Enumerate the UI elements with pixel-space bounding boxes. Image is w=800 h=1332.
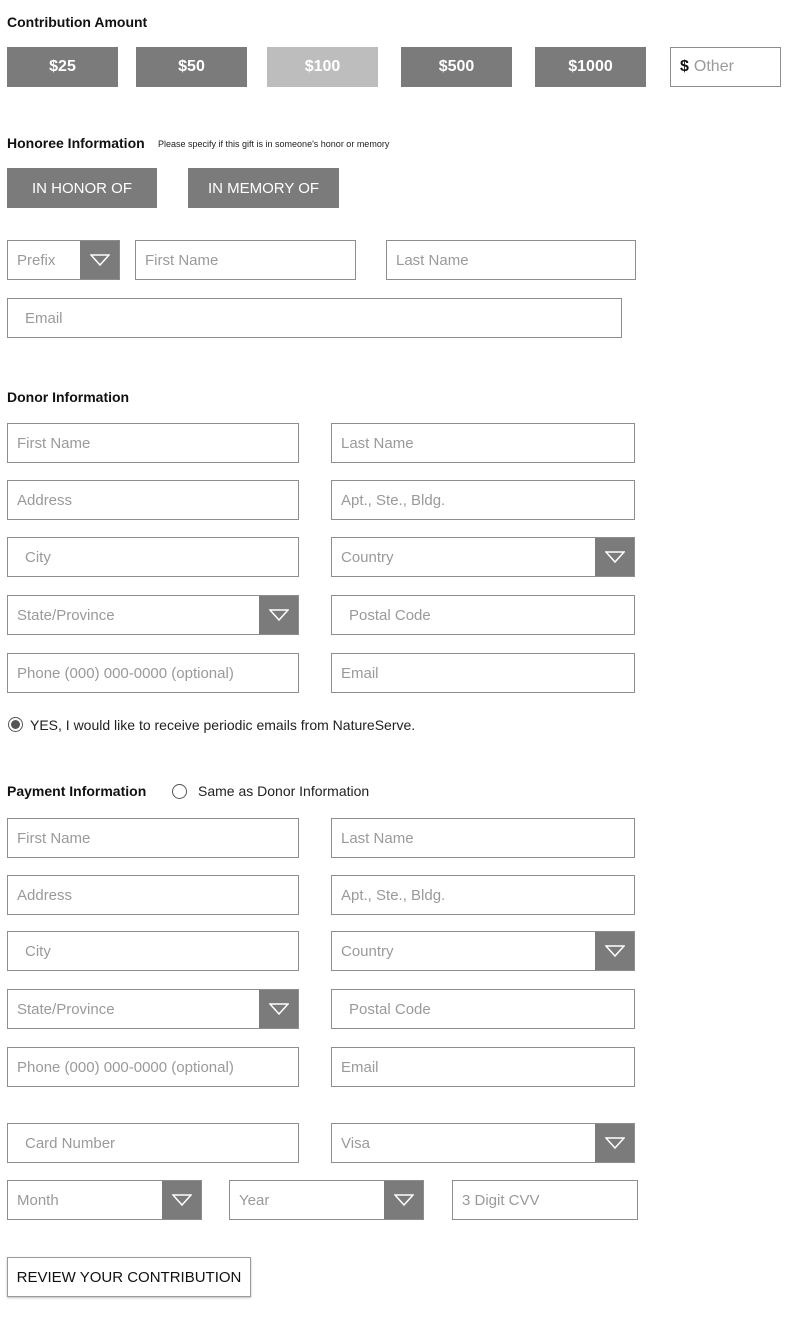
same-as-donor-label: Same as Donor Information <box>198 783 370 799</box>
card-type-label: Visa <box>341 1134 370 1152</box>
donor-country-label: Country <box>341 548 394 566</box>
donor-address-input[interactable]: Address <box>7 480 299 520</box>
donor-heading: Donor Information <box>7 389 130 405</box>
donor-first-name-input[interactable]: First Name <box>7 423 299 463</box>
payment-city-input[interactable]: City <box>7 931 299 971</box>
email-optin-radio[interactable] <box>8 717 23 732</box>
same-as-donor-radio[interactable] <box>172 784 187 799</box>
contribution-heading: Contribution Amount <box>7 14 148 30</box>
honoree-last-name-input[interactable]: Last Name <box>386 240 636 280</box>
payment-address-input[interactable]: Address <box>7 875 299 915</box>
payment-country-select[interactable] <box>331 931 635 971</box>
expiry-month-select[interactable] <box>7 1180 202 1220</box>
payment-last-name-input[interactable]: Last Name <box>331 818 635 858</box>
payment-phone-input[interactable]: Phone (000) 000-0000 (optional) <box>7 1047 299 1087</box>
payment-country-label: Country <box>341 942 394 960</box>
other-amount-placeholder: Other <box>693 58 734 75</box>
donor-postal-input[interactable]: Postal Code <box>331 595 635 635</box>
expiry-month-label: Month <box>17 1191 59 1209</box>
honoree-email-input[interactable]: Email <box>7 298 622 338</box>
chevron-down-icon[interactable] <box>80 240 120 280</box>
honoree-prefix-select[interactable] <box>7 240 120 280</box>
donor-apt-input[interactable]: Apt., Ste., Bldg. <box>331 480 635 520</box>
in-honor-of-button[interactable]: IN HONOR OF <box>7 168 157 208</box>
review-contribution-button[interactable]: REVIEW YOUR CONTRIBUTION <box>7 1257 251 1297</box>
card-number-input[interactable]: Card Number <box>7 1123 299 1163</box>
other-amount-input[interactable] <box>670 47 781 87</box>
donor-last-name-input[interactable]: Last Name <box>331 423 635 463</box>
amount-500-button[interactable]: $500 <box>401 47 512 87</box>
donor-phone-input[interactable]: Phone (000) 000-0000 (optional) <box>7 653 299 693</box>
donor-state-select[interactable] <box>7 595 299 635</box>
in-memory-of-button[interactable]: IN MEMORY OF <box>188 168 339 208</box>
card-type-select[interactable] <box>331 1123 635 1163</box>
chevron-down-icon[interactable] <box>595 1123 635 1163</box>
payment-apt-input[interactable]: Apt., Ste., Bldg. <box>331 875 635 915</box>
amount-25-button[interactable]: $25 <box>7 47 118 87</box>
honoree-prefix-label: Prefix <box>17 251 56 269</box>
chevron-down-icon[interactable] <box>595 537 635 577</box>
payment-first-name-input[interactable]: First Name <box>7 818 299 858</box>
amount-50-button[interactable]: $50 <box>136 47 247 87</box>
email-optin-label: YES, I would like to receive periodic emails from NatureServe. <box>30 717 416 733</box>
donor-state-label: State/Province <box>17 606 115 624</box>
payment-heading: Payment Information <box>7 783 147 799</box>
expiry-year-label: Year <box>239 1191 270 1209</box>
amount-1000-button[interactable]: $1000 <box>535 47 646 87</box>
payment-email-input[interactable]: Email <box>331 1047 635 1087</box>
chevron-down-icon[interactable] <box>162 1180 202 1220</box>
chevron-down-icon[interactable] <box>384 1180 424 1220</box>
chevron-down-icon[interactable] <box>259 989 299 1029</box>
payment-postal-input[interactable]: Postal Code <box>331 989 635 1029</box>
payment-state-label: State/Province <box>17 1000 115 1018</box>
payment-state-select[interactable] <box>7 989 299 1029</box>
chevron-down-icon[interactable] <box>259 595 299 635</box>
honoree-heading: Honoree Information <box>7 135 145 151</box>
donor-country-select[interactable] <box>331 537 635 577</box>
currency-symbol: $ <box>680 58 689 75</box>
donor-email-input[interactable]: Email <box>331 653 635 693</box>
honoree-first-name-input[interactable]: First Name <box>135 240 356 280</box>
cvv-input[interactable]: 3 Digit CVV <box>452 1180 638 1220</box>
honoree-note: Please specify if this gift is in someone's honor or memory <box>158 139 390 149</box>
amount-100-button[interactable]: $100 <box>267 47 378 87</box>
chevron-down-icon[interactable] <box>595 931 635 971</box>
expiry-year-select[interactable] <box>229 1180 424 1220</box>
donor-city-input[interactable]: City <box>7 537 299 577</box>
